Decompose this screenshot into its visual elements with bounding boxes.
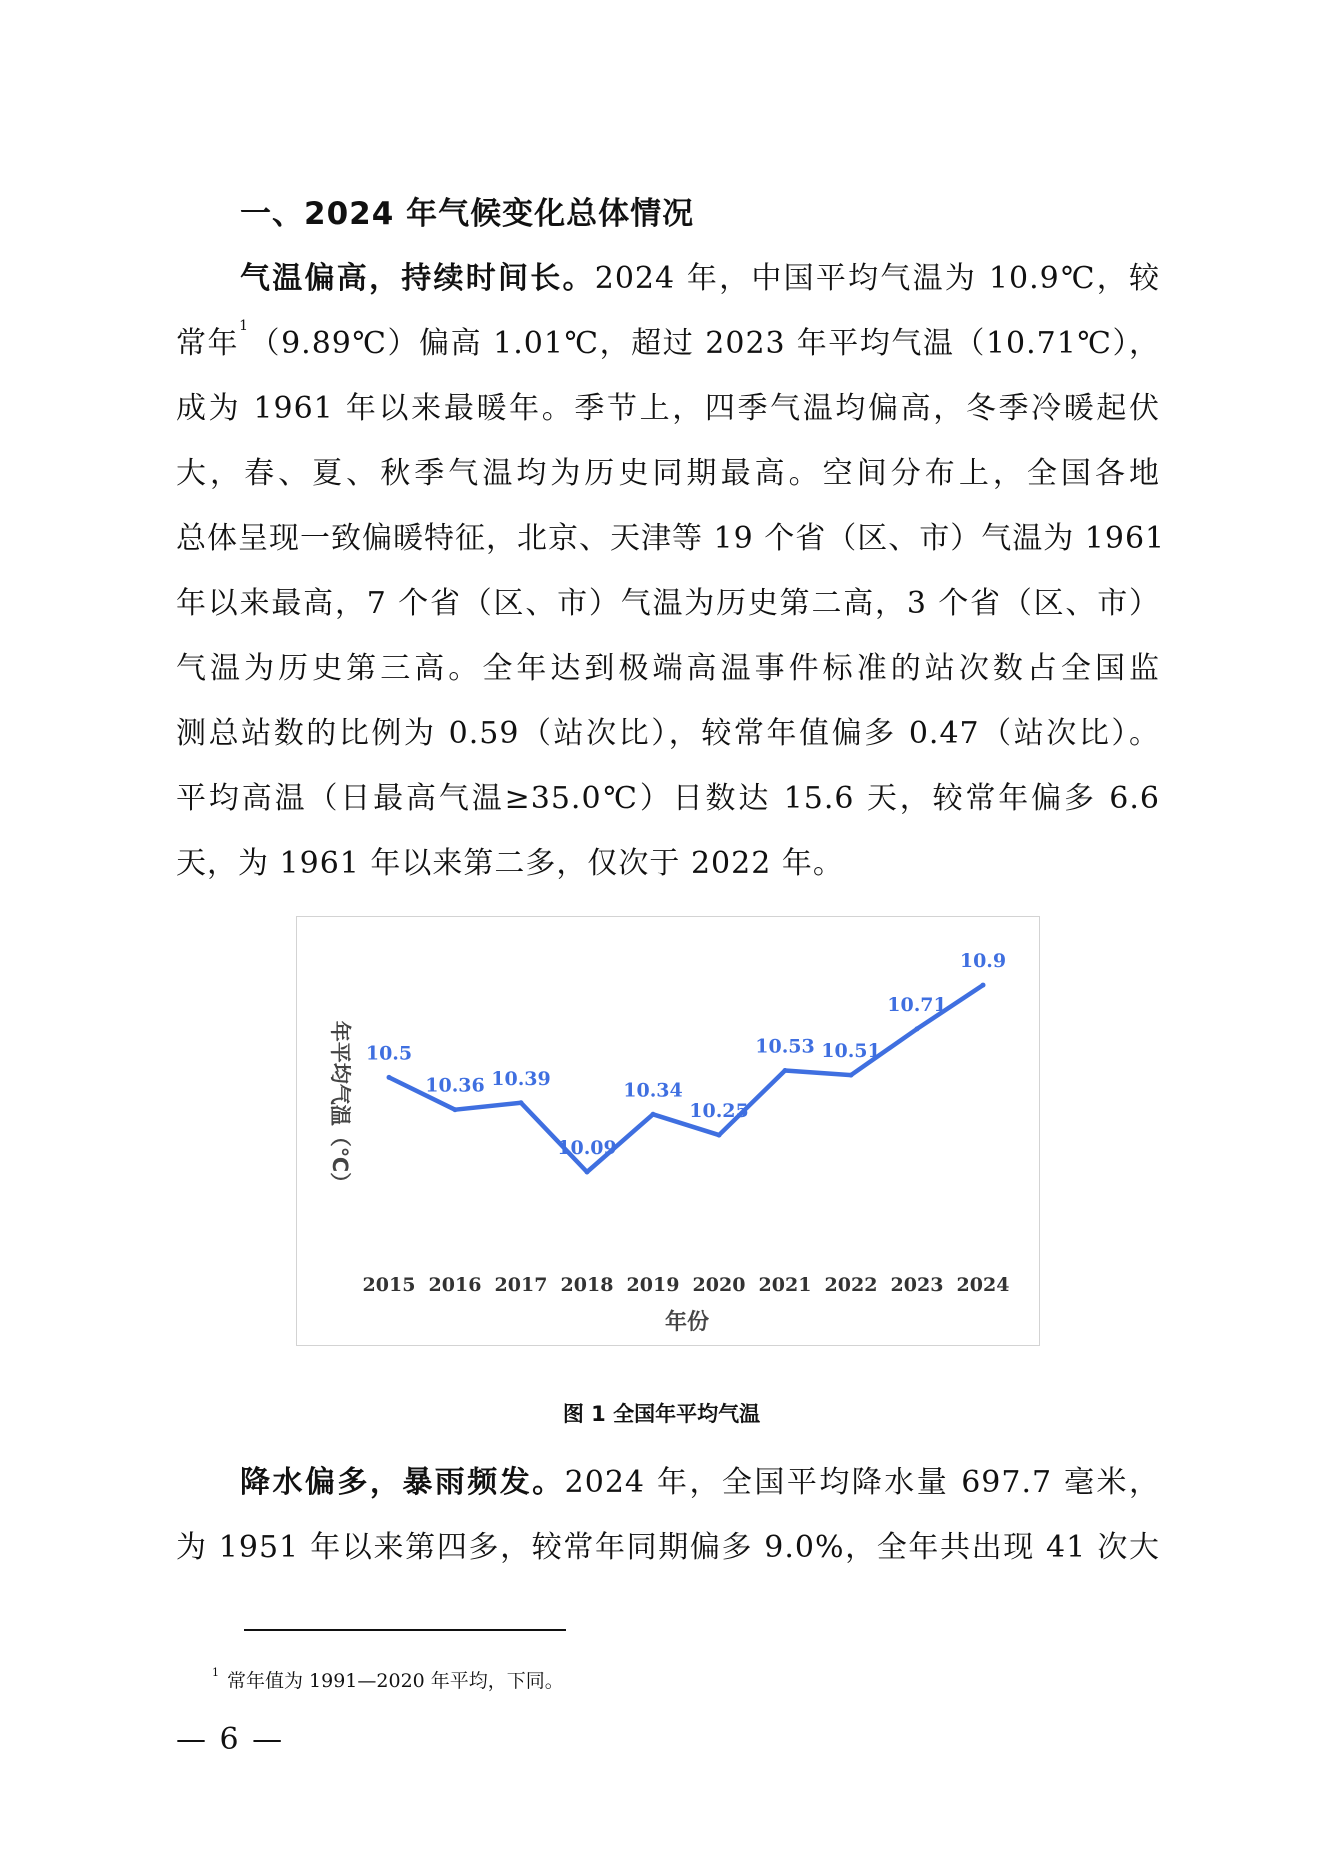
footnote <box>212 1666 564 1693</box>
paragraph-text: 常年 <box>176 326 240 361</box>
data-point <box>519 1100 524 1105</box>
paragraph-line: 年以来最高，7 个省（区、市）气温为历史第二高，3 个省（区、市） <box>176 586 1160 621</box>
footnote-divider <box>244 1629 566 1631</box>
x-tick-label: 2023 <box>890 1274 944 1296</box>
data-point <box>585 1170 590 1175</box>
x-tick-label: 2019 <box>626 1274 680 1296</box>
x-tick-label: 2018 <box>560 1274 614 1296</box>
paragraph-text: 2024 年，全国平均降水量 697.7 毫米， <box>564 1465 1161 1500</box>
paragraph-line: 气温为历史第三高。全年达到极端高温事件标准的站次数占全国监 <box>176 651 1160 686</box>
data-point <box>915 1026 920 1031</box>
paragraph-line: 为 1951 年以来第四多，较常年同期偏多 9.0%，全年共出现 41 次大 <box>176 1530 1160 1565</box>
paragraph-lead: 降水偏多，暴雨频发。 <box>240 1465 565 1500</box>
data-label: 10.53 <box>755 1035 815 1058</box>
x-tick-label: 2017 <box>494 1274 548 1296</box>
paragraph-text: （9.89℃）偏高 1.01℃，超过 2023 年平均气温（10.71℃）， <box>249 326 1160 361</box>
paragraph-line: 天，为 1961 年以来第二多，仅次于 2022 年。 <box>176 846 844 881</box>
x-tick-label: 2020 <box>692 1274 746 1296</box>
data-point <box>849 1073 854 1078</box>
data-point <box>387 1075 392 1080</box>
paragraph-text: 2024 年，中国平均气温为 10.9℃，较 <box>594 261 1161 296</box>
page-number: — 6 — <box>176 1722 285 1757</box>
data-point <box>717 1133 722 1138</box>
x-tick-label: 2021 <box>758 1274 812 1296</box>
x-tick-label: 2022 <box>824 1274 878 1296</box>
paragraph-line: 测总站数的比例为 0.59（站次比），较常年值偏多 0.47（站次比）。 <box>176 716 1160 751</box>
data-label: 10.34 <box>623 1079 683 1102</box>
paragraph-precipitation <box>176 1450 1160 1580</box>
x-tick-label: 2016 <box>428 1274 482 1296</box>
data-label: 10.09 <box>557 1137 617 1159</box>
figure-caption: 图 1 全国年平均气温 <box>562 1402 761 1426</box>
data-point <box>981 983 986 988</box>
paragraph-line: 平均高温（日最高气温≥35.0℃）日数达 15.6 天，较常年偏多 6.6 <box>176 781 1160 816</box>
data-point <box>453 1107 458 1112</box>
paragraph-line: 大，春、夏、秋季气温均为历史同期最高。空间分布上，全国各地 <box>176 456 1160 491</box>
x-axis-label: 年份 <box>664 1310 710 1335</box>
data-point <box>783 1068 788 1073</box>
data-point <box>651 1112 656 1117</box>
paragraph-lead: 气温偏高，持续时间长。 <box>240 261 595 296</box>
data-label: 10.9 <box>959 950 1007 973</box>
paragraph-line: 总体呈现一致偏暖特征，北京、天津等 19 个省（区、市）气温为 1961 <box>176 521 1166 556</box>
data-label: 10.36 <box>425 1074 485 1097</box>
y-axis-label: 年平均气温（℃） <box>328 1020 352 1194</box>
data-label: 10.71 <box>887 993 947 1016</box>
data-label: 10.39 <box>491 1067 551 1090</box>
chart-canvas <box>297 917 1041 1347</box>
temperature-chart <box>296 916 1040 1346</box>
data-label: 10.25 <box>689 1100 749 1123</box>
paragraph-line: 成为 1961 年以来最暖年。季节上，四季气温均偏高，冬季冷暖起伏 <box>176 391 1160 426</box>
data-label: 10.51 <box>821 1040 881 1063</box>
x-tick-label: 2015 <box>362 1274 416 1296</box>
section-heading: 一、2024 年气候变化总体情况 <box>240 196 695 232</box>
data-label: 10.5 <box>365 1042 413 1065</box>
paragraph-temperature <box>176 246 1166 896</box>
footnote-text: 常年值为 1991—2020 年平均，下同。 <box>227 1670 564 1692</box>
x-tick-label: 2024 <box>956 1274 1010 1296</box>
footnote-marker: 1 <box>212 1666 219 1679</box>
footnote-marker: 1 <box>239 318 249 334</box>
